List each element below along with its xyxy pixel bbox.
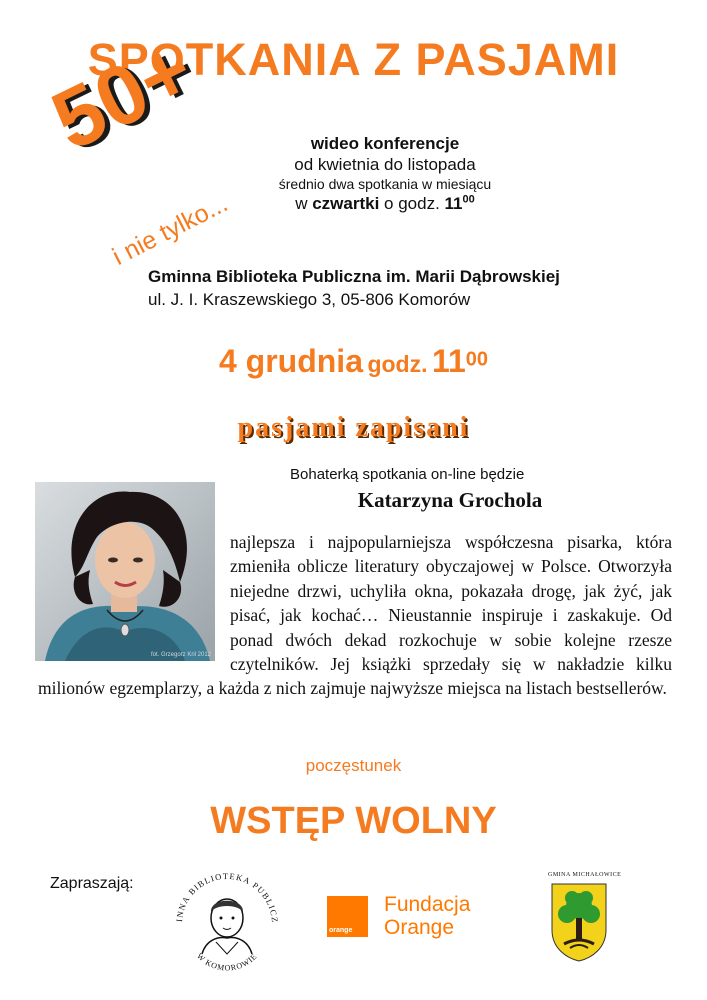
crest-icon: [550, 882, 608, 962]
frequency-line: średnio dwa spotkania w miesiącu: [278, 175, 492, 192]
refreshments-note: poczęstunek: [305, 756, 402, 775]
event-subtitle: pasjami zapisani: [237, 412, 470, 443]
orange-logo-icon: [327, 896, 368, 937]
photo-credit: fot. Grzegorz Kril 2012: [150, 652, 211, 658]
library-address: ul. J. I. Kraszewskiego 3, 05-806 Komorów: [148, 290, 471, 310]
season-line: od kwietnia do listopada: [294, 155, 476, 175]
library-info: [148, 265, 560, 312]
format-line: wideo konferencje: [310, 134, 460, 153]
free-entry: WSTĘP WOLNY: [210, 800, 497, 842]
event-minutes: 00: [465, 348, 489, 371]
hero-intro: Bohaterką spotkania on-line będzie: [290, 466, 525, 483]
schedule-hour: 11: [444, 194, 463, 213]
event-date: [0, 343, 707, 380]
event-hour: 11: [431, 343, 466, 379]
gmina-crest: [550, 882, 608, 962]
event-time-word: godz.: [367, 351, 428, 377]
author-bio-text: najlepsza i najpopularniejsza współczesna pisarka, która zmieniła oblicze literatury obyczajowej w Polsce. Otworzyła niejedne drzwi, uchyliła okna, pokazała drogę, jak żyć, jak pisać, jak kochać… Nieustannie inspiruje i zaskakuje. Od ponad dwóch dekad rozkochuje w sobie kolejne rzesze czytelników. Jej książki sprzedały się w nakładzie kilku milionów egzemplarzy, a każda z nich zajmuje najwyższe miejsca na listach bestsellerów.: [38, 532, 672, 699]
library-name: Gminna Biblioteka Publiczna im. Marii Dąbrowskiej: [148, 267, 560, 286]
event-meta: [235, 133, 535, 214]
schedule-minutes: 00: [462, 193, 475, 206]
photo-wrap-spacer: [38, 530, 230, 676]
library-seal-icon: [168, 862, 286, 980]
orange-mark: orange: [329, 927, 353, 934]
fundacja-line2: Orange: [384, 916, 455, 939]
event-day: 4 grudnia: [218, 343, 363, 379]
author-bio: [38, 530, 672, 701]
fundacja-orange: [384, 893, 470, 939]
page-title: SPOTKANIA Z PASJAMI: [87, 34, 620, 85]
schedule-day: czwartki: [312, 194, 380, 213]
svg-text:W KOMOROWIE: W KOMOROWIE: [195, 951, 259, 973]
fundacja-line1: Fundacja: [384, 893, 471, 916]
invite-label: Zapraszają:: [50, 875, 134, 892]
hero-name: Katarzyna Grochola: [357, 488, 543, 512]
library-logo: [168, 862, 286, 980]
schedule-line: w czwartki o godz. $11^{00}$: [295, 193, 475, 213]
age-badge-subtitle: i nie tylko...: [108, 189, 233, 271]
gmina-caption: GMINA MICHAŁOWICE: [548, 872, 622, 878]
svg-text:GMINNA BIBLIOTEKA PUBLICZNA: INNA BIBLIOTEKA PUBLICZ: [174, 870, 281, 924]
age-badge: 50+: [37, 21, 208, 168]
